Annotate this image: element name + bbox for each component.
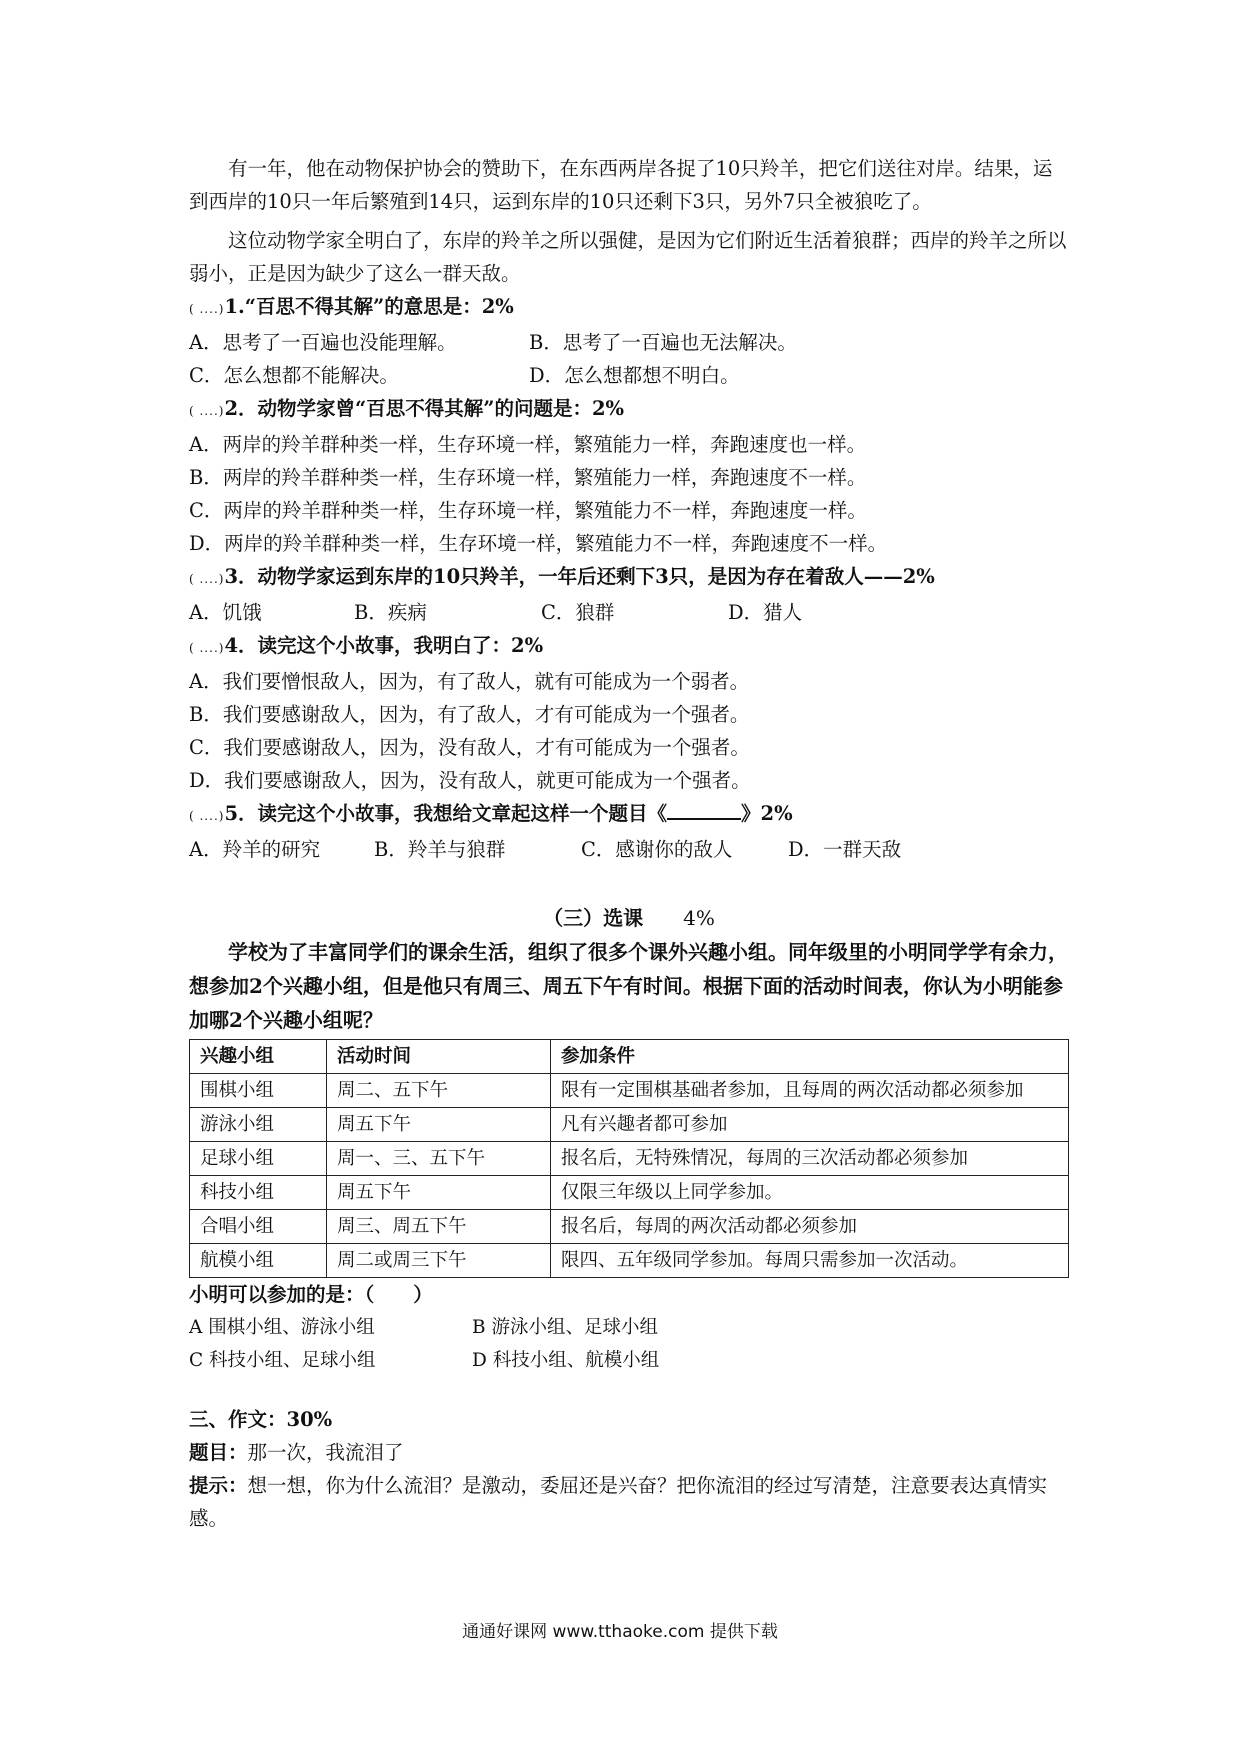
question-text: 1.“百思不得其解”的意思是：2% <box>224 295 514 318</box>
option-b: B．思考了一百遍也无法解决。 <box>529 331 797 354</box>
section-question: 小明可以参加的是：（ ） <box>189 1283 433 1306</box>
choice-c: C 科技小组、足球小组 <box>189 1350 376 1371</box>
table-row <box>190 1074 1069 1108</box>
table-row <box>190 1244 1069 1278</box>
option-b: B．羚羊与狼群 <box>374 838 506 861</box>
option-d: D．猎人 <box>728 601 803 624</box>
answer-paren[interactable]: ( ....) <box>189 302 225 316</box>
cell-condition: 报名后，无特殊情况，每周的三次活动都必须参加 <box>551 1142 1069 1176</box>
question-3 <box>189 560 1069 629</box>
header-condition: 参加条件 <box>551 1040 1069 1074</box>
hint-label: 提示： <box>189 1474 248 1497</box>
choice-a: A 围棋小组、游泳小组 <box>189 1317 375 1338</box>
header-group: 兴趣小组 <box>190 1040 327 1074</box>
option-c: C．感谢你的敌人 <box>581 838 733 861</box>
option-c: C．两岸的羚羊群种类一样，生存环境一样，繁殖能力不一样，奔跑速度一样。 <box>189 499 867 522</box>
answer-paren[interactable]: ( ....) <box>189 809 225 823</box>
cell-group: 游泳小组 <box>190 1108 327 1142</box>
passage-paragraph-1: 有一年，他在动物保护协会的赞助下，在东西两岸各捉了10只羚羊，把它们送往对岸。结果，运到西岸的10只一年后繁殖到14只，运到东岸的10只还剩下3只，另外7只全被狼吃了。 <box>189 157 1053 213</box>
question-4 <box>189 629 1069 797</box>
answer-paren[interactable]: ( ....) <box>189 404 225 418</box>
question-text: 5．读完这个小故事，我想给文章起这样一个题目《 <box>224 802 668 825</box>
table-header-row <box>190 1040 1069 1074</box>
title-label: 题目： <box>189 1441 248 1464</box>
schedule-table <box>189 1039 1069 1278</box>
composition-title: 那一次，我流泪了 <box>247 1441 404 1464</box>
option-c: C．怎么想都不能解决。 <box>189 364 399 387</box>
question-2 <box>189 392 1069 560</box>
option-c: C．狼群 <box>541 601 615 624</box>
cell-condition: 报名后，每周的两次活动都必须参加 <box>551 1210 1069 1244</box>
option-b: B．疾病 <box>354 601 427 624</box>
cell-time: 周二、五下午 <box>327 1074 551 1108</box>
document-page <box>189 152 1069 1535</box>
question-text: 2．动物学家曾“百思不得其解”的问题是：2% <box>224 397 625 420</box>
cell-condition: 限有一定围棋基础者参加，且每周的两次活动都必须参加 <box>551 1074 1069 1108</box>
choice-d: D 科技小组、航模小组 <box>472 1350 660 1371</box>
cell-group: 围棋小组 <box>190 1074 327 1108</box>
question-1 <box>189 290 1069 392</box>
cell-group: 足球小组 <box>190 1142 327 1176</box>
table-row <box>190 1176 1069 1210</box>
section-title: （三）选课 <box>543 906 644 930</box>
cell-group: 合唱小组 <box>190 1210 327 1244</box>
passage-paragraph-2: 这位动物学家全明白了，东岸的羚羊之所以强健，是因为它们附近生活着狼群；西岸的羚羊之所以弱小，正是因为缺少了这么一群天敌。 <box>189 229 1067 285</box>
composition-heading: 三、作文：30% <box>189 1408 333 1431</box>
option-d: D．一群天敌 <box>788 838 902 861</box>
page-footer: 通通好课网 www.tthaoke.com 提供下载 <box>462 1622 778 1642</box>
composition-hint: 想一想，你为什么流泪？是激动，委屈还是兴奋？把你流泪的经过写清楚，注意要表达真情实感。 <box>189 1474 1048 1530</box>
option-b: B．两岸的羚羊群种类一样，生存环境一样，繁殖能力一样，奔跑速度不一样。 <box>189 466 867 489</box>
option-d: D．我们要感谢敌人，因为，没有敌人，就更可能成为一个强者。 <box>189 769 751 792</box>
title-blank[interactable] <box>667 800 741 820</box>
section-intro: 学校为了丰富同学们的课余生活，组织了很多个课外兴趣小组。同年级里的小明同学学有余力，想参加2个兴趣小组，但是他只有周三、周五下午有时间。根据下面的活动时间表，你认为小明能参加哪2个兴趣小组呢？ <box>189 940 1068 1032</box>
cell-time: 周五下午 <box>327 1108 551 1142</box>
option-b: B．我们要感谢敌人，因为，有了敌人，才有可能成为一个强者。 <box>189 703 750 726</box>
cell-time: 周五下午 <box>327 1176 551 1210</box>
option-d: D．两岸的羚羊群种类一样，生存环境一样，繁殖能力不一样，奔跑速度不一样。 <box>189 532 888 555</box>
composition-section <box>189 1403 1069 1535</box>
question-5 <box>189 797 1069 866</box>
option-a: A．我们要憎恨敌人，因为，有了敌人，就有可能成为一个弱者。 <box>189 670 750 693</box>
question-text-end: 》2% <box>741 802 793 825</box>
cell-time: 周三、周五下午 <box>327 1210 551 1244</box>
answer-paren[interactable]: ( ....) <box>189 572 225 586</box>
header-time: 活动时间 <box>327 1040 551 1074</box>
question-text: 4．读完这个小故事，我明白了：2% <box>224 634 544 657</box>
section-3 <box>189 902 1069 1377</box>
cell-group: 航模小组 <box>190 1244 327 1278</box>
option-a: A．饥饿 <box>189 601 262 624</box>
cell-time: 周二或周三下午 <box>327 1244 551 1278</box>
cell-group: 科技小组 <box>190 1176 327 1210</box>
cell-condition: 凡有兴趣者都可参加 <box>551 1108 1069 1142</box>
option-d: D．怎么想都想不明白。 <box>529 364 740 387</box>
table-row <box>190 1210 1069 1244</box>
section-percent: 4% <box>683 906 715 930</box>
question-text: 3．动物学家运到东岸的10只羚羊，一年后还剩下3只，是因为存在着敌人——2% <box>224 565 935 588</box>
cell-condition: 限四、五年级同学参加。每周只需参加一次活动。 <box>551 1244 1069 1278</box>
cell-condition: 仅限三年级以上同学参加。 <box>551 1176 1069 1210</box>
answer-paren[interactable]: ( ....) <box>189 641 225 655</box>
table-row <box>190 1142 1069 1176</box>
option-a: A．羚羊的研究 <box>189 838 321 861</box>
choice-b: B 游泳小组、足球小组 <box>472 1317 658 1338</box>
table-row <box>190 1108 1069 1142</box>
option-a: A．两岸的羚羊群种类一样，生存环境一样，繁殖能力一样，奔跑速度也一样。 <box>189 433 867 456</box>
option-a: A．思考了一百遍也没能理解。 <box>189 331 457 354</box>
option-c: C．我们要感谢敌人，因为，没有敌人，才有可能成为一个强者。 <box>189 736 750 759</box>
cell-time: 周一、三、五下午 <box>327 1142 551 1176</box>
